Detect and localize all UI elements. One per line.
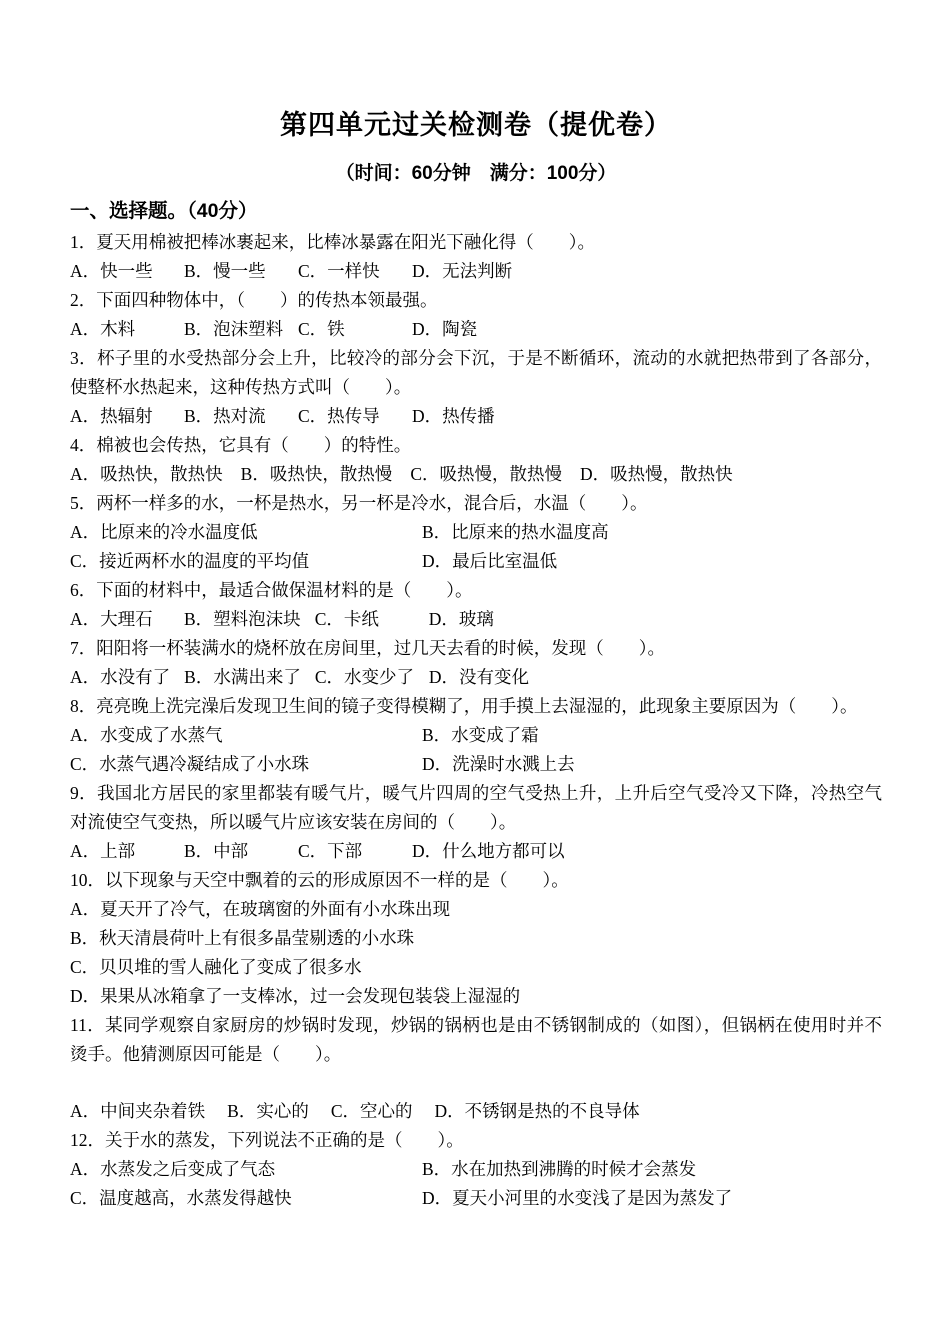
option: B．泡沫塑料 [184,319,284,339]
question-text: 6．下面的材料中，最适合做保温材料的是（ ）。 [70,580,473,600]
page-title: 第四单元过关检测卷（提优卷） [280,110,672,140]
option: A．夏天开了冷气，在玻璃窗的外面有小水珠出现 [70,899,451,919]
option: D．什么地方都可以 [412,841,565,861]
question [70,1126,882,1213]
exam-time-score-line: （时间：60分钟 满分：100分） [335,163,617,184]
option: A．水蒸发之后变成了气态 [70,1159,276,1179]
question-text: 9．我国北方居民的家里都装有暖气片，暖气片四周的空气受热上升，上升后空气受冷又下降，冷热空气对流使空气变热，所以暖气片应该安装在房间的（ ）。 [70,783,882,832]
option: A．上部 [70,841,136,861]
option: B．塑料泡沫块 [184,609,301,629]
option: B．水在加热到沸腾的时候才会蒸发 [422,1159,697,1179]
option: B．中部 [184,841,249,861]
question-options [70,837,882,866]
question-text: 10．以下现象与天空中飘着的云的形成原因不一样的是（ ）。 [70,870,569,890]
question [70,692,882,779]
option: A．水变成了水蒸气 [70,725,223,745]
option: C．水变少了 [314,667,415,687]
option: C．吸热慢，散热慢 [410,464,562,484]
option: D．吸热慢，散热快 [579,464,733,484]
option: C．铁 [298,319,345,339]
option: D．玻璃 [428,609,494,629]
question [70,576,882,634]
question [70,431,882,489]
option: D．陶瓷 [412,319,478,339]
option: A．大理石 [70,609,153,629]
question-text: 1．夏天用棉被把棒冰裹起来，比棒冰暴露在阳光下融化得（ ）。 [70,232,595,252]
option: A．比原来的冷水温度低 [70,522,258,542]
option: D．最后比室温低 [422,551,558,571]
option: C．下部 [298,841,363,861]
section-heading-choice: 一、选择题。（40分） [70,200,258,222]
question-text: 2．下面四种物体中，（ ）的传热本领最强。 [70,290,438,310]
question-options [70,257,882,286]
option: D．不锈钢是热的不良导体 [434,1101,640,1121]
option: B．水满出来了 [184,667,301,687]
question [70,344,882,431]
option: A．快一些 [70,261,153,281]
option: A．吸热快，散热快 [70,464,223,484]
option: D．没有变化 [428,667,529,687]
option: C．卡纸 [314,609,379,629]
option: C．贝贝堆的雪人融化了变成了很多水 [70,957,362,977]
option: C．接近两杯水的温度的平均值 [70,551,310,571]
option: A．热辐射 [70,406,153,426]
option: D．果果从冰箱拿了一支棒冰，过一会发现包装袋上湿湿的 [70,986,521,1006]
option: A．木料 [70,319,136,339]
question-text: 8．亮亮晚上洗完澡后发现卫生间的镜子变得模糊了，用手摸上去湿湿的，此现象主要原因为（ ）。 [70,696,858,716]
option: C．一样快 [298,261,380,281]
question-options [70,605,882,634]
question-options [70,663,882,692]
question-text: 12．关于水的蒸发，下列说法不正确的是（ ）。 [70,1130,464,1150]
option: B．实心的 [227,1101,309,1121]
question-text: 3．杯子里的水受热部分会上升，比较冷的部分会下沉，于是不断循环，流动的水就把热带到了各部分，使整杯水热起来，这种传热方式叫（ ）。 [70,348,882,397]
questions [70,228,882,1213]
question [70,489,882,576]
question-options [70,895,882,1011]
option: B．比原来的热水温度高 [422,522,609,542]
question [70,228,882,286]
option: B．秋天清晨荷叶上有很多晶莹剔透的小水珠 [70,928,415,948]
option: B．热对流 [184,406,266,426]
option: B．水变成了霜 [422,725,539,745]
figure-placeholder [70,1069,882,1097]
question [70,866,882,1011]
option: C．热传导 [298,406,380,426]
option: A．中间夹杂着铁 [70,1101,206,1121]
question [70,1011,882,1126]
question [70,634,882,692]
option: D．热传播 [412,406,495,426]
question-text: 4．棉被也会传热，它具有（ ）的特性。 [70,435,412,455]
question-options [70,1097,882,1126]
option: D．无法判断 [412,261,513,281]
question-text: 5．两杯一样多的水，一杯是热水，另一杯是冷水，混合后，水温（ ）。 [70,493,648,513]
question-options [70,721,882,779]
question [70,779,882,866]
question-text: 11．某同学观察自家厨房的炒锅时发现，炒锅的锅柄也是由不锈钢制成的（如图），但锅柄在使用时并不烫手。他猜测原因可能是（ ）。 [70,1015,882,1064]
option: C．水蒸气遇冷凝结成了小水珠 [70,754,310,774]
option: A．水没有了 [70,667,171,687]
option: D．夏天小河里的水变浅了是因为蒸发了 [422,1188,733,1208]
question-options [70,1155,882,1213]
option: C．温度越高，水蒸发得越快 [70,1188,292,1208]
question-options [70,518,882,576]
option: C．空心的 [330,1101,413,1121]
question-text: 7．阳阳将一杯装满水的烧杯放在房间里，过几天去看的时候，发现（ ）。 [70,638,665,658]
option: B．慢一些 [184,261,266,281]
question-options [70,460,882,489]
question-options [70,402,882,431]
question [70,286,882,344]
question-options [70,315,882,344]
option: D．洗澡时水溅上去 [422,754,575,774]
option: B．吸热快，散热慢 [240,464,393,484]
